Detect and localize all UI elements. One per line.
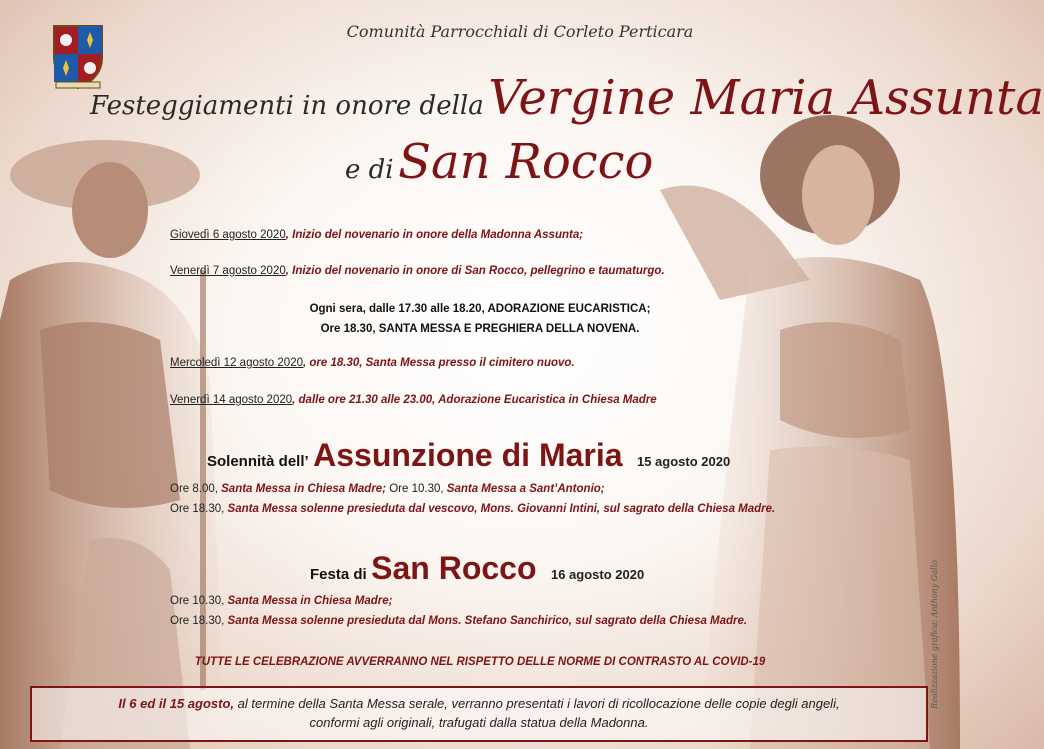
title-big-2: San Rocco [398, 134, 654, 190]
rocco-row-2 [170, 615, 747, 627]
rocco-r1-event: Santa Messa in Chiesa Madre; [227, 595, 393, 607]
title-line-2 [345, 134, 653, 190]
title-small-1: Festeggiamenti in onore della [90, 91, 484, 121]
rocco-heading [310, 550, 644, 587]
novena-line-1 [170, 229, 583, 241]
assunzione-date: 15 agosto 2020 [636, 454, 731, 469]
assunzione-r1-event2: Santa Messa a Sant’Antonio; [446, 483, 605, 495]
rocco-r2-time: Ore 18.30, [170, 615, 228, 627]
rocco-row-1 [170, 595, 392, 607]
rocco-date: 16 agosto 2020 [550, 567, 645, 582]
assunzione-r1-event: Santa Messa in Chiesa Madre; [221, 483, 387, 495]
novena-line-4-date: Venerdì 14 agosto 2020 [170, 394, 293, 406]
novena-line-3-date: Mercoledì 12 agosto 2020 [170, 357, 303, 369]
san-rocco-statue-image [0, 120, 230, 749]
rocco-pre: Festa di [310, 566, 367, 583]
assunzione-pre: Solennità dell’ [207, 453, 309, 470]
rocco-title: San Rocco [371, 550, 537, 586]
assunzione-heading [207, 437, 730, 474]
novena-line-3-text: , ore 18.30, Santa Messa presso il cimitero nuovo. [302, 357, 575, 369]
novena-line-2 [170, 265, 665, 277]
assunzione-row-2 [170, 503, 775, 515]
assunzione-r1-time: Ore 8.00, [170, 483, 222, 495]
title-big-1: Vergine Maria Assunta [488, 70, 1044, 126]
madonna-statue-image [660, 100, 960, 749]
novena-line-4-text: , dalle ore 21.30 alle 23.00, Adorazione Eucaristica in Chiesa Madre [292, 394, 657, 406]
assunzione-r1-time2: Ore 10.30, [386, 483, 447, 495]
novena-line-1-text: , Inizio del novenario in onore della Madonna Assunta; [285, 229, 584, 241]
assunzione-title: Assunzione di Maria [313, 437, 623, 473]
novena-line-2-text: , Inizio del novenario in onore di San Rocco, pellegrino e taumaturgo. [285, 265, 665, 277]
novena-line-3 [170, 357, 575, 369]
novena-line-2-date: Venerdì 7 agosto 2020 [170, 265, 286, 277]
title-line-1 [90, 70, 1044, 126]
graphic-credit: Realizzazione grafica: Anthony Gallo [930, 560, 939, 709]
assunzione-r2-time: Ore 18.30, [170, 503, 228, 515]
rocco-r2-event: Santa Messa solenne presieduta dal Mons. Stefano Sanchirico, sul sagrato della Chiesa Madre. [227, 615, 748, 627]
evening-line-2: Ore 18.30, SANTA MESSA E PREGHIERA DELLA NOVENA. [320, 323, 640, 335]
novena-line-1-date: Giovedì 6 agosto 2020 [170, 229, 286, 241]
evening-line-1: Ogni sera, dalle 17.30 alle 18.20, ADORAZIONE EUCARISTICA; [309, 303, 651, 315]
covid-notice: TUTTE LE CELEBRAZIONE AVVERRANNO NEL RISPETTO DELLE NORME DI CONTRASTO AL COVID-19 [194, 656, 766, 668]
notice-lead: Il 6 ed il 15 agosto, [118, 696, 235, 711]
notice-rest-1: al termine della Santa Messa serale, verranno presentati i lavori di ricollocazione delle copie degli angeli, [234, 696, 840, 711]
rocco-r1-time: Ore 10.30, [170, 595, 228, 607]
assunzione-r2-event: Santa Messa solenne presieduta dal vescovo, Mons. Giovanni Intini, sul sagrato della Chiesa Madre. [227, 503, 776, 515]
community-name: Comunità Parrocchiali di Corleto Perticara [346, 22, 694, 41]
assunzione-row-1 [170, 483, 605, 495]
angels-notice-box [30, 686, 928, 742]
notice-rest-2: conformi agli originali, trafugati dalla statua della Madonna. [309, 715, 649, 730]
novena-line-4 [170, 394, 657, 406]
title-small-2: e di [345, 155, 394, 185]
evening-schedule [0, 299, 960, 339]
